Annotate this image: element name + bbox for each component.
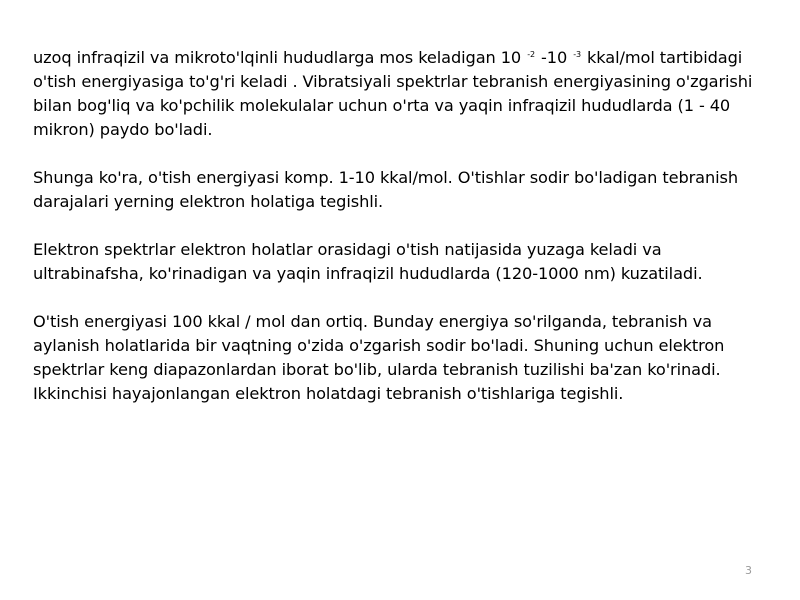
body-text (33, 46, 773, 406)
paragraph-3: Elektron spektrlar elektron holatlar orasidagi o'tish natijasida yuzaga keladi va ultrabinafsha, ko'rinadigan va yaqin infraqizil hududlarda (120-1000 nm) kuzatiladi. (33, 240, 703, 283)
paragraph-4: O'tish energiyasi 100 kkal / mol dan ortiq. Bunday energiya so'rilganda, tebranish va aylanish holatlarida bir vaqtning o'zida o'zgarish sodir bo'ladi. Shuning uchun elektron spektrlar keng diapazonlardan iborat bo'lib, ularda tebranish tuzilishi ba'zan ko'rinadi. Ikkinchisi hayajonlangan elektron holatdagi tebranish o'tishlariga tegishli. (33, 312, 725, 403)
paragraph-1-text-c: kkal/mol tartibidagi o'tish energiyasiga to'g'ri keladi . Vibratsiyali spektrlar tebranish energiyasining o'zgarishi bilan bog'liq va ko'pchilik molekulalar uchun o'rta va yaqin infraqizil hududlarda (1 - 40 mikron) paydo bo'ladi. (33, 48, 753, 139)
superscript-exponent-1: -2 (527, 50, 535, 59)
paragraph-1 (33, 46, 773, 142)
paragraph-1-text-b: -10 (535, 48, 573, 67)
paragraph-2: Shunga ko'ra, o'tish energiyasi komp. 1-10 kkal/mol. O'tishlar sodir bo'ladigan tebranish darajalari yerning elektron holatiga tegishli. (33, 168, 739, 211)
page-number: 3 (745, 564, 752, 577)
paragraph-1-text-a: uzoq infraqizil va mikroto'lqinli hududlarga mos keladigan 10 (33, 48, 527, 67)
superscript-exponent-2: -3 (573, 50, 581, 59)
